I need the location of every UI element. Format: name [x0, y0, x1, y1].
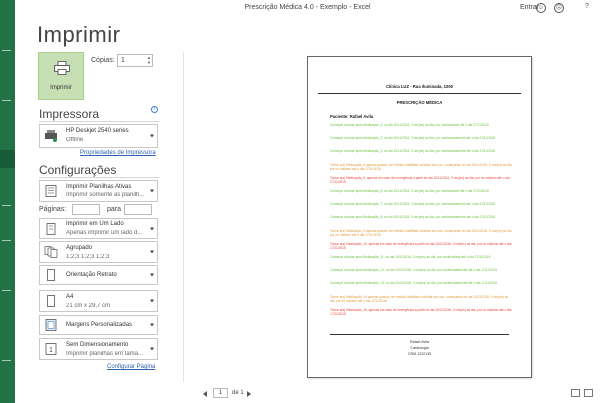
- preview-crm: CRM 1232135: [407, 352, 432, 356]
- preview-signature-rule: [330, 334, 509, 335]
- nav-item[interactable]: [2, 240, 11, 241]
- paper-size-dropdown[interactable]: [39, 290, 158, 312]
- preview-patient: Paciente: Rafael Avila: [330, 114, 374, 119]
- section-divider: [39, 121, 159, 122]
- printer-name: HP Deskjet 2540 series: [66, 128, 129, 134]
- preview-doctor: Rafael Avila: [410, 340, 429, 344]
- paper-icon: [44, 295, 58, 307]
- backstage-nav-rail: [0, 0, 15, 403]
- page-count: de 1: [232, 390, 244, 396]
- margins-icon: [44, 319, 58, 331]
- help-icon[interactable]: ?: [585, 3, 589, 10]
- print-scope-title: Imprimir Planilhas Ativas: [66, 184, 132, 190]
- nav-item[interactable]: [2, 290, 11, 291]
- chevron-down-icon: [150, 274, 154, 277]
- prescription-line: Tomar a(s) Medicação_9 apenas quando um médico habilitado solicitar seu uso, começando no dia 10/11/2016, 3 vez(es) ao dia, por no máximo até o dia 17/11/2016: [330, 228, 513, 237]
- copies-value: 1: [121, 57, 125, 64]
- prescription-line: Começar a tomar após Medicação_11, no dia 10/11/2016, 3 vez(es) ao dia, por continuidade até o dia 17/11/2016: [330, 255, 491, 259]
- chevron-down-icon: [150, 190, 154, 193]
- paper-title: A4: [66, 294, 74, 300]
- prescription-line: Começar a tomar após Medicação_13, no dia 10/11/2016, 3 vez(es) ao dia, por continuadamente até o dia 17/11/2016: [330, 281, 497, 286]
- svg-text:1: 1: [49, 347, 53, 354]
- chevron-down-icon: [150, 135, 154, 138]
- copies-label: Cópias:: [91, 57, 115, 64]
- orientation-title: Orientação Retrato: [66, 272, 117, 278]
- chevron-down-icon: [150, 300, 154, 303]
- printer-section-title: Impressora: [39, 107, 100, 121]
- nav-item[interactable]: [2, 100, 11, 101]
- preview-rule: [318, 93, 521, 94]
- scaling-title: Sem Dimensionamento: [66, 342, 129, 348]
- margins-title: Margens Personalizadas: [66, 322, 133, 328]
- printer-status: Offline: [66, 137, 84, 143]
- pages-from-input[interactable]: [72, 204, 100, 215]
- pages-to-input[interactable]: [124, 204, 152, 215]
- print-preview-page: [307, 56, 532, 378]
- page-setup-link[interactable]: Configurar Página: [107, 364, 156, 370]
- prescription-line: Tomar a(s) Medicação_4 apenas quando um médico habilitado solicitar seu uso, começando no dia 10/11/2016, 3 vez(es) ao dia, por no máximo até o dia 17/11/2016: [330, 162, 513, 171]
- prescription-line: Começar a tomar após Medicação_6, no dia 10/11/2016, 3 vez(es) ao dia, por continuidade até o dia 17/11/2016: [330, 189, 489, 193]
- nav-item[interactable]: [2, 360, 11, 361]
- margins-dropdown[interactable]: [39, 315, 158, 335]
- printer-device-icon: [44, 130, 58, 142]
- prescription-line: Começar a tomar após Medicação_7, no dia 10/11/2016, 3 vez(es) ao dia, por continuadamente até o dia 17/11/2016: [330, 202, 496, 207]
- pane-divider: [183, 52, 184, 382]
- collate-dropdown[interactable]: [39, 241, 158, 263]
- section-divider: [39, 177, 159, 178]
- stepper-up-icon[interactable]: ▲: [147, 55, 151, 60]
- prescription-line: Começar a tomar após Medicação_1, no dia 10/11/2016, 3 vez(es) ao dia, por continuidade até o dia 17/11/2016: [330, 123, 489, 127]
- stepper-down-icon[interactable]: ▼: [147, 60, 151, 65]
- title-bar: [15, 0, 600, 18]
- chevron-down-icon: [150, 251, 154, 254]
- smile-icon[interactable]: ☺: [537, 5, 545, 11]
- pages-label: Páginas:: [39, 206, 67, 213]
- print-scope-dropdown[interactable]: [39, 180, 158, 202]
- chevron-down-icon: [150, 227, 154, 230]
- chevron-down-icon: [150, 348, 154, 351]
- pages-to-label: para: [107, 206, 122, 213]
- sides-sub: Apenas imprimir um lado d...: [66, 230, 143, 236]
- scaling-sub: Imprimir planilhas em tama...: [66, 351, 144, 357]
- prescription-line: Começar a tomar após Medicação_2, no dia 10/11/2016, 3 vez(es) ao dia, por continuadamente até o dia 17/11/2016: [330, 136, 496, 141]
- previous-page-icon[interactable]: [203, 391, 207, 397]
- prescription-line: Tomar a(s) Medicação_5, apenas em caso de emergência a partir do dia 10/11/2016, 3 vez(es) ao dia, por no máximo até o dia 17/11/2016: [330, 175, 510, 184]
- print-scope-sub: Imprimir somente as planilh...: [66, 192, 145, 198]
- frown-icon[interactable]: ☹: [555, 5, 563, 11]
- no-scaling-icon: [44, 343, 58, 355]
- preview-specialty: Cardiologia: [410, 346, 429, 350]
- sign-in-link[interactable]: Entrar: [520, 4, 540, 11]
- one-sided-icon: [44, 223, 58, 235]
- collate-title: Agrupado: [66, 245, 93, 251]
- nav-item[interactable]: [2, 50, 11, 51]
- window-title: Prescrição Médica 4.0 - Exemplo - Excel: [244, 4, 371, 11]
- preview-clinic: Clínica LUZ - Rua Iluminada, 1000: [385, 84, 454, 89]
- prescription-line: Começar a tomar após Medicação_8, no dia 10/11/2016, 3 vez(es) ao dia, por continuadamente até o dia 17/11/2016: [330, 215, 496, 220]
- prescription-line: Tomar a(s) Medicação_14 apenas quando um médico habilitado solicitar seu uso, começando no dia 10/11/2016, 3 vez(es) ao dia, por no máximo até o dia 17/11/2016: [330, 294, 509, 303]
- prescription-line: Tomar a(s) Medicação_10, apenas em caso de emergência a partir do dia 10/11/2016, 3 vez(es) ao dia, por no máximo até o dia 17/11/2016: [330, 241, 512, 250]
- printer-dropdown[interactable]: [39, 124, 158, 148]
- preview-doc-title: PRESCRIÇÃO MÉDICA: [396, 100, 443, 105]
- collate-icon: [44, 246, 58, 258]
- paper-sub: 21 cm x 29,7 cm: [66, 303, 111, 309]
- prescription-line: Começar a tomar após Medicação_12, no dia 10/11/2016, 3 vez(es) ao dia, por continuadamente até o dia 17/11/2016: [330, 268, 497, 273]
- current-page-input[interactable]: 1: [213, 388, 228, 398]
- prescription-line: Começar a tomar após Medicação_3, no dia 10/11/2016, 3 vez(es) ao dia, por continuadamente até o dia 17/11/2016: [330, 149, 496, 154]
- sides-title: Imprimir em Um Lado: [66, 221, 124, 227]
- settings-section-title: Configurações: [39, 163, 117, 177]
- print-button[interactable]: [38, 52, 84, 100]
- portrait-icon: [44, 269, 58, 281]
- zoom-to-page-icon[interactable]: [584, 389, 593, 397]
- nav-item-print-selected[interactable]: [0, 150, 15, 168]
- copies-stepper[interactable]: [117, 54, 153, 67]
- info-icon[interactable]: i: [151, 106, 158, 113]
- prescription-line: Tomar a(s) Medicação_15, apenas em caso de emergência a partir do dia 10/11/2016, 3 vez(es) ao dia, por no máximo até o dia 17/11/2016: [330, 307, 512, 316]
- next-page-icon[interactable]: [247, 391, 251, 397]
- stepper-arrows[interactable]: [147, 55, 151, 65]
- page-title: Imprimir: [37, 22, 121, 47]
- print-button-label: Imprimir: [50, 85, 72, 91]
- printer-icon: [54, 61, 70, 75]
- sheets-icon: [44, 185, 58, 197]
- collate-sub: 1;2;3 1;2;3 1;2;3: [66, 254, 110, 260]
- nav-item[interactable]: [2, 205, 11, 206]
- printer-properties-link[interactable]: Propriedades de Impressora: [80, 150, 156, 156]
- show-margins-icon[interactable]: [571, 389, 580, 397]
- scaling-dropdown[interactable]: [39, 338, 158, 360]
- orientation-dropdown[interactable]: [39, 265, 158, 285]
- chevron-down-icon: [150, 324, 154, 327]
- sides-dropdown[interactable]: [39, 218, 158, 239]
